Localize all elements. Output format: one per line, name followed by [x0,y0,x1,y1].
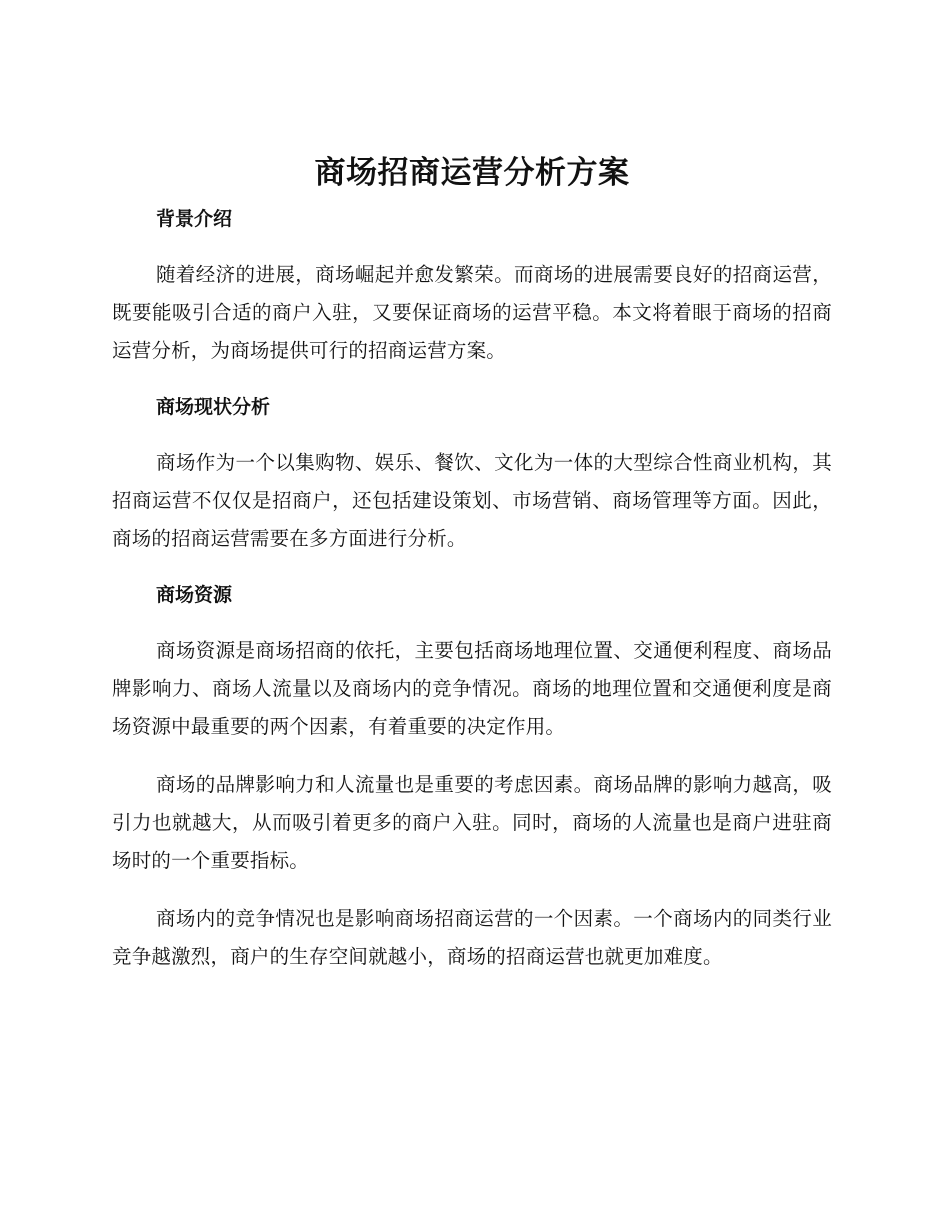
section-heading-background: 背景介绍 [156,208,233,230]
document-page [112,0,832,976]
document-title: 商场招商运营分析方案 [314,155,630,191]
paragraph-resources-overview: 商场资源是商场招商的依托，主要包括商场地理位置、交通便利程度、商场品牌影响力、商场人流量以及商场内的竞争情况。商场的地理位置和交通便利度是商场资源中最重要的两个因素，有着重要的决定作用。 [112,639,832,738]
section-heading-resources: 商场资源 [156,584,233,606]
paragraph-background: 随着经济的进展，商场崛起并愈发繁荣。而商场的进展需要良好的招商运营，既要能吸引合适的商户入驻，又要保证商场的运营平稳。本文将着眼于商场的招商运营分析，为商场提供可行的招商运营方案。 [112,263,832,362]
paragraph-brand-and-traffic: 商场的品牌影响力和人流量也是重要的考虑因素。商场品牌的影响力越高，吸引力也就越大，从而吸引着更多的商户入驻。同时，商场的人流量也是商户进驻商场时的一个重要指标。 [112,773,832,872]
paragraph-status-analysis: 商场作为一个以集购物、娱乐、餐饮、文化为一体的大型综合性商业机构，其招商运营不仅仅是招商户，还包括建设策划、市场营销、商场管理等方面。因此，商场的招商运营需要在多方面进行分析。 [112,451,832,550]
section-heading-status-analysis: 商场现状分析 [156,396,271,418]
paragraph-competition: 商场内的竞争情况也是影响商场招商运营的一个因素。一个商场内的同类行业竞争越激烈，商户的生存空间就越小，商场的招商运营也就更加难度。 [112,907,832,968]
